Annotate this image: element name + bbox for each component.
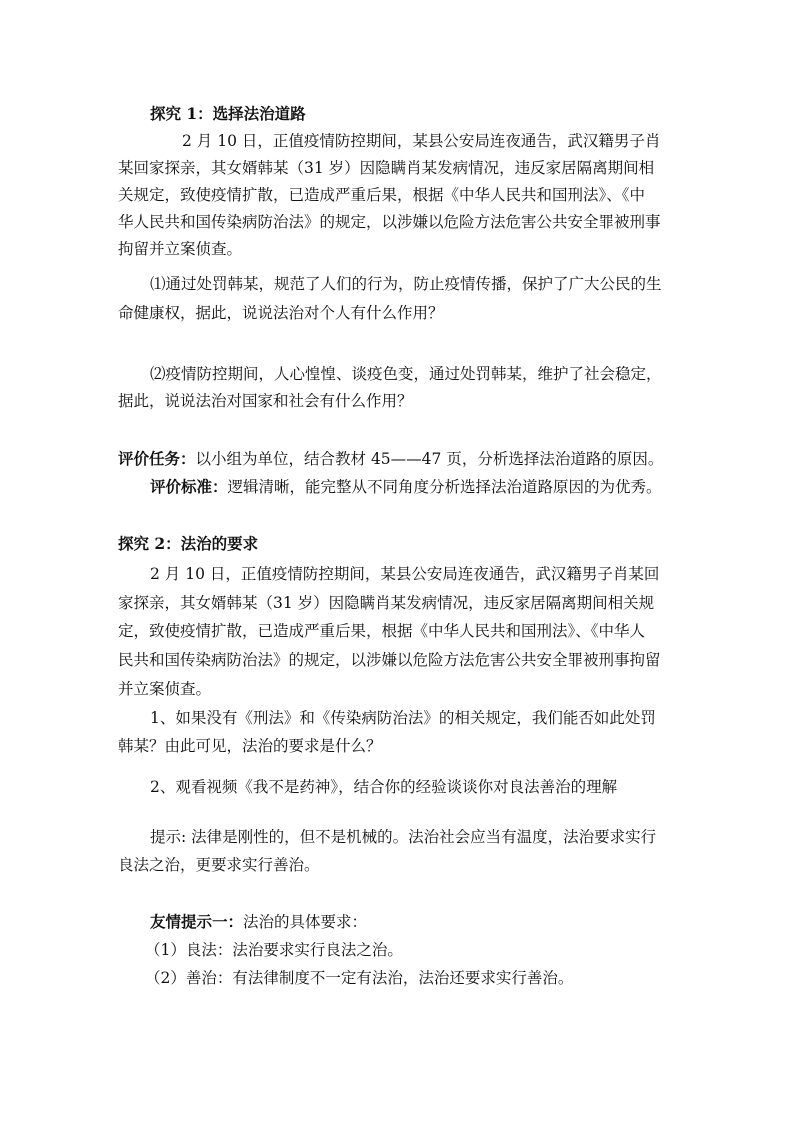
section1-question-2: ⑵疫情防控期间，人心惶惶、谈疫色变，通过处罚韩某，维护了社会稳定， (150, 365, 662, 383)
tip-item: （2）善治：有法律制度不一定有法治，法治还要求实行善治。 (145, 969, 574, 987)
section2-hint-cont: 良法之治，更要求实行善治。 (118, 856, 320, 874)
section1-case-line: 拘留并立案侦查。 (118, 240, 243, 258)
evaluation-task-label: 评价任务： (118, 449, 196, 468)
section1-question-1-cont: 命健康权，据此，说说法治对个人有什么作用？ (118, 304, 444, 322)
section2-case-line: 民共和国传染病防治法》的规定，以涉嫌以危险方法危害公共安全罪被刑事拘留 (118, 651, 661, 669)
tip-item: （1）良法：法治要求实行良法之治。 (145, 941, 403, 959)
section2-question-1-cont: 韩某？由此可见，法治的要求是什么？ (118, 737, 382, 755)
section1-question-1: ⑴通过处罚韩某，规范了人们的行为，防止疫情传播，保护了广大公民的生 (150, 275, 662, 293)
section2-hint: 提示: 法律是刚性的，但不是机械的。法治社会应当有温度，法治要求实行 (150, 828, 657, 846)
evaluation-standard-text: 逻辑清晰，能完整从不同角度分析选择法治道路原因的为优秀。 (227, 478, 662, 496)
section1-case-line: 华人民共和国传染病防治法》的规定，以涉嫌以危险方法危害公共安全罪被刑事 (118, 213, 661, 231)
friendly-tip-text: 法治的具体要求： (243, 913, 368, 931)
section2-case-line: 并立案侦查。 (118, 680, 212, 698)
friendly-tip-label: 友情提示一： (150, 912, 244, 931)
section1-case-line: 某回家探亲，其女婿韩某（31 岁）因隐瞒肖某发病情况，违反家居隔离期间相 (118, 159, 655, 177)
section2-case-line: 家探亲，其女婿韩某（31 岁）因隐瞒肖某发病情况，违反家居隔离期间相关规 (118, 594, 655, 612)
evaluation-standard-label: 评价标准： (150, 477, 228, 496)
section2-question-2: 2、观看视频《我不是药神》，结合你的经验谈谈你对良法善治的理解 (150, 778, 618, 796)
evaluation-task (118, 448, 663, 470)
section1-case-line: 2 月 10 日，正值疫情防控期间，某县公安局连夜通告，武汉籍男子肖 (182, 132, 661, 150)
section1-title: 探究 1：选择法治道路 (150, 104, 306, 123)
section1-case-line: 关规定，致使疫情扩散，已造成严重后果，根据《中华人民共和国刑法》、《中 (118, 186, 646, 204)
evaluation-task-text: 以小组为单位，结合教材 45——47 页，分析选择法治道路的原因。 (195, 450, 664, 468)
section1-question-2-cont: 据此，说说法治对国家和社会有什么作用？ (118, 392, 413, 410)
friendly-tip (150, 911, 367, 933)
section2-case-line: 定，致使疫情扩散，已造成严重后果，根据《中华人民共和国刑法》、《中华人 (118, 622, 646, 640)
section2-case-line: 2 月 10 日，正值疫情防控期间，某县公安局连夜通告，武汉籍男子肖某回 (150, 565, 660, 583)
evaluation-standard (150, 476, 662, 498)
section2-question-1: 1、如果没有《刑法》和《传染病防治法》的相关规定，我们能否如此处罚 (150, 709, 656, 727)
section2-title: 探究 2：法治的要求 (118, 534, 259, 553)
